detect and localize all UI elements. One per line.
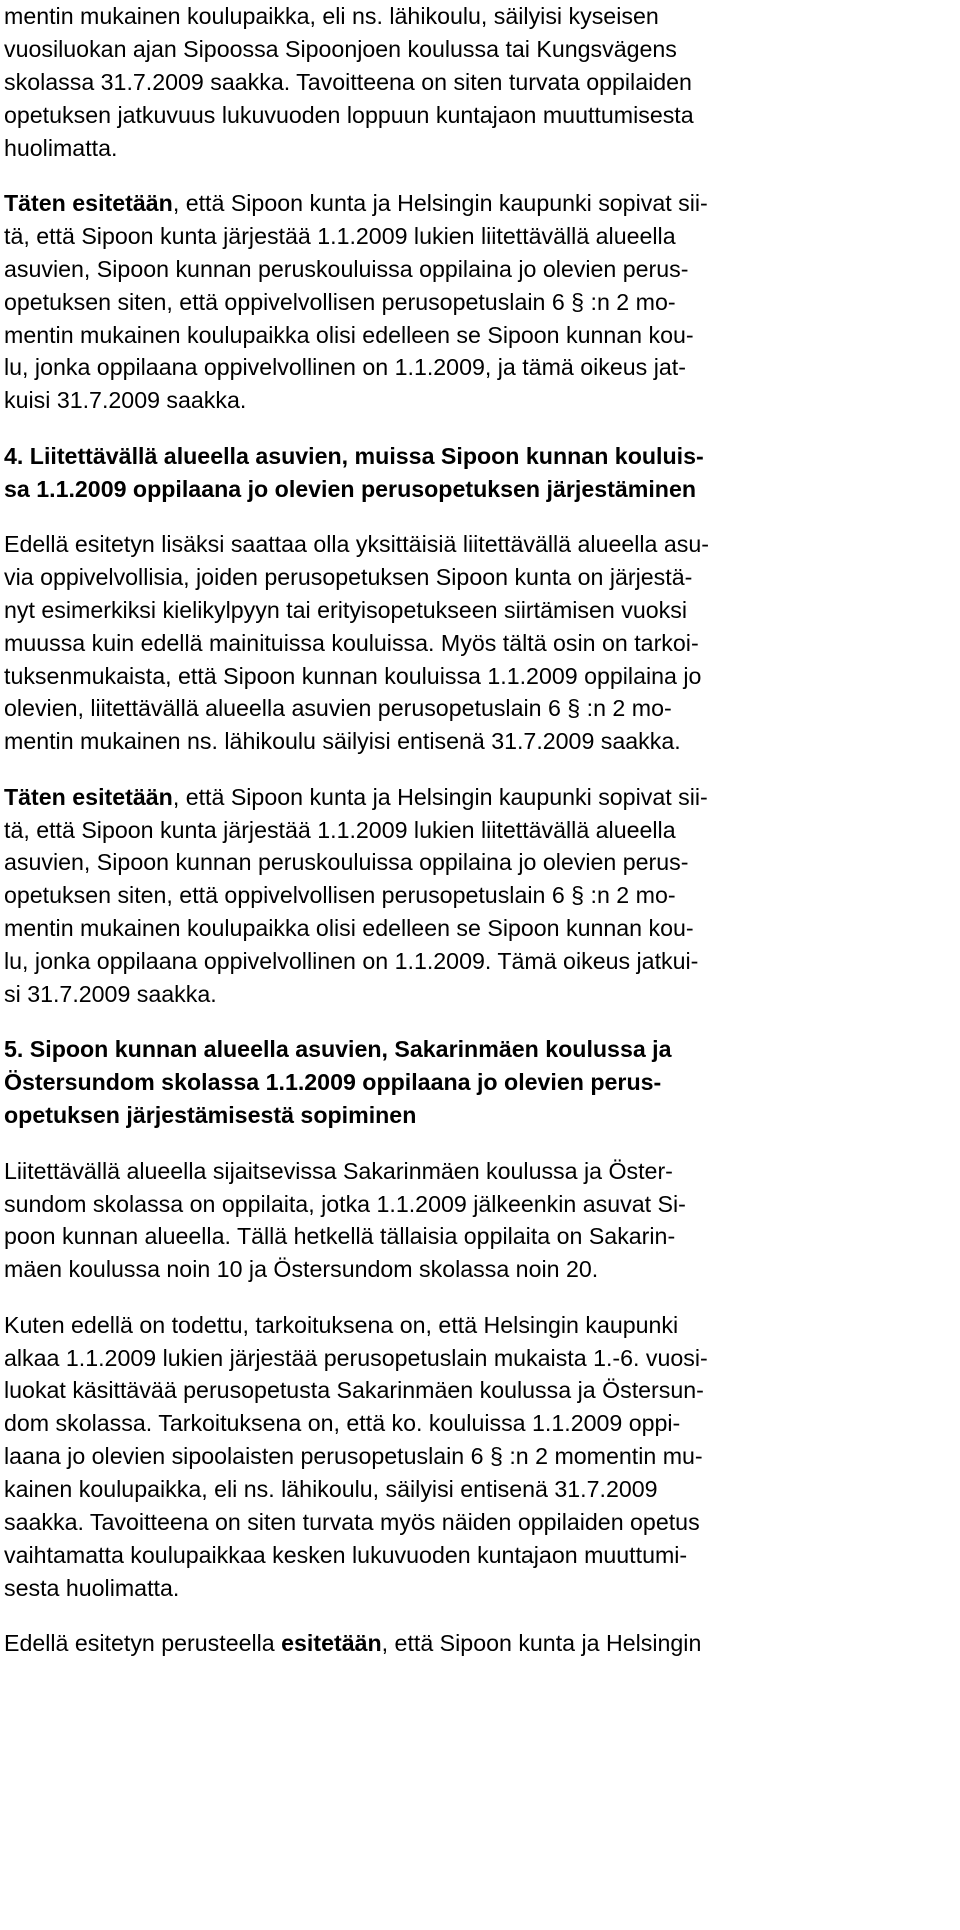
text-line <box>4 132 956 165</box>
text-line <box>4 1099 956 1132</box>
text-line <box>4 1253 956 1286</box>
paragraph <box>4 1155 956 1287</box>
body-text: vaihtamatta koulupaikkaa kesken lukuvuoden kuntajaon muuttumi- <box>4 1541 688 1568</box>
text-line <box>4 912 956 945</box>
body-text: nyt esimerkiksi kielikylpyyn tai erityisopetukseen siirtämisen vuoksi <box>4 596 687 623</box>
text-line <box>4 1506 956 1539</box>
text-line <box>4 1342 956 1375</box>
text-line <box>4 1188 956 1221</box>
body-text: alkaa 1.1.2009 lukien järjestää perusopetuslain mukaista 1.-6. vuosi- <box>4 1344 708 1371</box>
body-text: kainen koulupaikka, eli ns. lähikoulu, säilyisi entisenä 31.7.2009 <box>4 1476 658 1503</box>
text-line <box>4 1572 956 1605</box>
section-heading <box>4 440 956 506</box>
text-line <box>4 1440 956 1473</box>
body-text: sesta huolimatta. <box>4 1574 180 1601</box>
body-text: , että Sipoon kunta ja Helsingin <box>381 1630 702 1657</box>
body-text: laana jo olevien sipoolaisten perusopetuslain 6 § :n 2 momentin mu- <box>4 1443 703 1470</box>
paragraph <box>4 0 956 164</box>
text-line <box>4 33 956 66</box>
bold-text: sa 1.1.2009 oppilaana jo olevien perusopetuksen järjestäminen <box>4 475 697 502</box>
text-line <box>4 1309 956 1342</box>
text-line <box>4 286 956 319</box>
text-line <box>4 1407 956 1440</box>
body-text: dom skolassa. Tarkoituksena on, että ko. kouluissa 1.1.2009 oppi- <box>4 1410 681 1437</box>
bold-text: Östersundom skolassa 1.1.2009 oppilaana jo olevien perus- <box>4 1069 662 1096</box>
bold-text: 4. Liitettävällä alueella asuvien, muissa Sipoon kunnan kouluis- <box>4 442 704 469</box>
body-text: , että Sipoon kunta ja Helsingin kaupunki sopivat sii- <box>172 783 708 810</box>
text-line <box>4 1374 956 1407</box>
text-line <box>4 879 956 912</box>
body-text: tä, että Sipoon kunta järjestää 1.1.2009 lukien liitettävällä alueella <box>4 222 676 249</box>
text-line <box>4 1155 956 1188</box>
body-text: skolassa 31.7.2009 saakka. Tavoitteena on siten turvata oppilaiden <box>4 68 692 95</box>
body-text: , että Sipoon kunta ja Helsingin kaupunki sopivat sii- <box>172 189 708 216</box>
bold-text: Täten esitetään <box>4 189 173 216</box>
text-line <box>4 1539 956 1572</box>
text-line <box>4 692 956 725</box>
text-line <box>4 473 956 506</box>
text-line <box>4 99 956 132</box>
body-text: huolimatta. <box>4 134 118 161</box>
body-text: kuisi 31.7.2009 saakka. <box>4 387 247 414</box>
text-line <box>4 660 956 693</box>
text-line <box>4 945 956 978</box>
body-text: poon kunnan alueella. Tällä hetkellä tällaisia oppilaita on Sakarin- <box>4 1223 676 1250</box>
body-text: tuksenmukaista, että Sipoon kunnan kouluissa 1.1.2009 oppilaina jo <box>4 662 702 689</box>
body-text: olevien, liitettävällä alueella asuvien perusopetuslain 6 § :n 2 mo- <box>4 695 672 722</box>
text-line <box>4 220 956 253</box>
text-line <box>4 594 956 627</box>
paragraph-gap <box>4 505 956 528</box>
paragraph-gap <box>4 417 956 440</box>
text-line <box>4 781 956 814</box>
body-text: via oppivelvollisia, joiden perusopetuksen Sipoon kunta on järjestä- <box>4 563 693 590</box>
text-line <box>4 1033 956 1066</box>
body-text: mentin mukainen koulupaikka olisi edelleen se Sipoon kunnan kou- <box>4 321 694 348</box>
bold-text: Täten esitetään <box>4 783 173 810</box>
text-line <box>4 66 956 99</box>
paragraph <box>4 1309 956 1605</box>
bold-text: 5. Sipoon kunnan alueella asuvien, Sakarinmäen koulussa ja <box>4 1036 672 1063</box>
body-text: opetuksen siten, että oppivelvollisen perusopetuslain 6 § :n 2 mo- <box>4 882 676 909</box>
paragraph <box>4 528 956 758</box>
text-line <box>4 814 956 847</box>
body-text: opetuksen jatkuvuus lukuvuoden loppuun kuntajaon muuttumisesta <box>4 101 694 128</box>
text-line <box>4 0 956 33</box>
bold-text: esitetään <box>281 1630 382 1657</box>
text-line <box>4 440 956 473</box>
paragraph-gap <box>4 1286 956 1309</box>
text-line <box>4 528 956 561</box>
paragraph <box>4 781 956 1011</box>
body-text: asuvien, Sipoon kunnan peruskouluissa oppilaina jo olevien perus- <box>4 255 689 282</box>
body-text: Edellä esitetyn lisäksi saattaa olla yksittäisiä liitettävällä alueella asu- <box>4 530 709 557</box>
body-text: lu, jonka oppilaana oppivelvollinen on 1.1.2009, ja tämä oikeus jat- <box>4 354 686 381</box>
text-line <box>4 1627 956 1660</box>
body-text: si 31.7.2009 saakka. <box>4 981 217 1008</box>
section-heading <box>4 1033 956 1132</box>
body-text: saakka. Tavoitteena on siten turvata myös näiden oppilaiden opetus <box>4 1509 700 1536</box>
text-line <box>4 627 956 660</box>
body-text: Edellä esitetyn perusteella <box>4 1630 282 1657</box>
text-line <box>4 725 956 758</box>
paragraph-gap <box>4 1011 956 1034</box>
body-text: asuvien, Sipoon kunnan peruskouluissa oppilaina jo olevien perus- <box>4 849 689 876</box>
paragraph <box>4 187 956 417</box>
bold-text: opetuksen järjestämisestä sopiminen <box>4 1102 417 1129</box>
paragraph-gap <box>4 164 956 187</box>
body-text: Kuten edellä on todettu, tarkoituksena on, että Helsingin kaupunki <box>4 1311 679 1338</box>
text-line <box>4 187 956 220</box>
text-line <box>4 846 956 879</box>
text-line <box>4 1066 956 1099</box>
body-text: Liitettävällä alueella sijaitsevissa Sakarinmäen koulussa ja Öster- <box>4 1157 673 1184</box>
paragraph <box>4 1627 956 1660</box>
text-line <box>4 1220 956 1253</box>
body-text: mentin mukainen ns. lähikoulu säilyisi entisenä 31.7.2009 saakka. <box>4 728 681 755</box>
body-text: mentin mukainen koulupaikka, eli ns. lähikoulu, säilyisi kyseisen <box>4 3 659 29</box>
body-text: sundom skolassa on oppilaita, jotka 1.1.2009 jälkeenkin asuvat Si- <box>4 1190 686 1217</box>
text-line <box>4 253 956 286</box>
body-text: mäen koulussa noin 10 ja Östersundom skolassa noin 20. <box>4 1256 599 1283</box>
body-text: mentin mukainen koulupaikka olisi edelleen se Sipoon kunnan kou- <box>4 915 694 942</box>
text-line <box>4 978 956 1011</box>
text-line <box>4 561 956 594</box>
body-text: vuosiluokan ajan Sipoossa Sipoonjoen koulussa tai Kungsvägens <box>4 35 677 62</box>
text-line <box>4 384 956 417</box>
body-text: opetuksen siten, että oppivelvollisen perusopetuslain 6 § :n 2 mo- <box>4 288 676 315</box>
document-page <box>4 0 956 1660</box>
paragraph-gap <box>4 758 956 781</box>
body-text: muussa kuin edellä mainituissa kouluissa. Myös tältä osin on tarkoi- <box>4 629 699 656</box>
body-text: luokat käsittävää perusopetusta Sakarinmäen koulussa ja Östersun- <box>4 1377 704 1404</box>
body-text: tä, että Sipoon kunta järjestää 1.1.2009 lukien liitettävällä alueella <box>4 816 676 843</box>
text-line <box>4 319 956 352</box>
paragraph-gap <box>4 1605 956 1628</box>
body-text: lu, jonka oppilaana oppivelvollinen on 1.1.2009. Tämä oikeus jatkui- <box>4 948 699 975</box>
text-line <box>4 351 956 384</box>
text-line <box>4 1473 956 1506</box>
paragraph-gap <box>4 1132 956 1155</box>
